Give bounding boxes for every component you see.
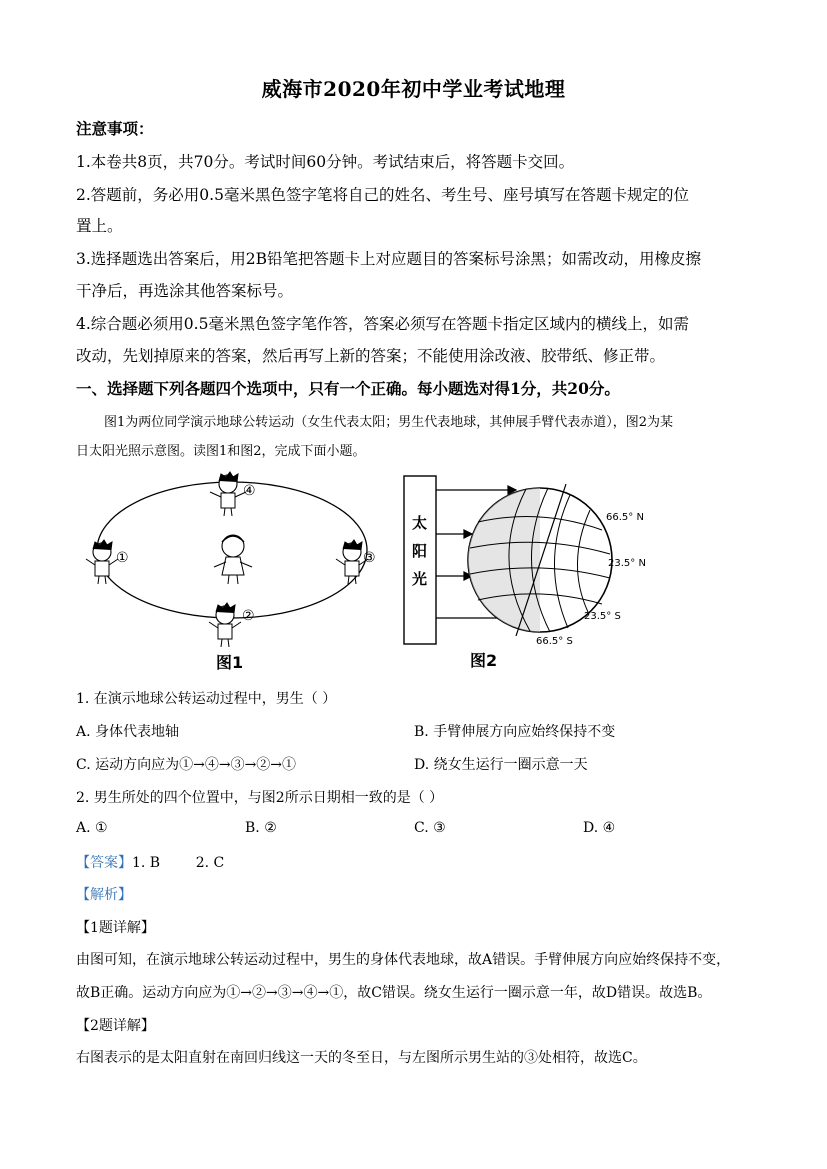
q1-option-c: C. 运动方向应为①→④→③→②→① [76, 757, 297, 773]
notice-item-3-cont: 干净后，再选涂其他答案标号。 [76, 282, 294, 300]
position-label-4: ④ [243, 483, 256, 499]
answer-row [76, 852, 756, 872]
sunlight-char-2: 阳 [412, 542, 428, 560]
answer-label: 【答案】 [76, 855, 132, 871]
boy-position-1 [86, 540, 118, 584]
section-heading: 一、选择题下列各题四个选项中，只有一个正确。每小题选对得1分，共20分。 [76, 379, 620, 398]
q2-option-a: A. ① [76, 820, 108, 836]
sunlight-char-3: 光 [412, 570, 428, 588]
q2-option-d: D. ④ [583, 820, 616, 836]
notice-item-1: 1.本卷共8页，共70分。考试时间60分钟。考试结束后，将答题卡交回。 [76, 153, 575, 171]
notice-item-2-cont: 置上。 [76, 217, 123, 235]
latitude-66n: 66.5° N [606, 512, 644, 523]
latitude-23n: 23.5° N [608, 558, 646, 569]
notice-item-4-cont: 改动，先划掉原来的答案，然后再写上新的答案；不能使用涂改液、胶带纸、修正带。 [76, 347, 666, 365]
notice-item-4: 4.综合题必须用0.5毫米黑色签字笔作答，答案必须写在答题卡指定区域内的横线上，如需 [76, 315, 689, 333]
notice-heading: 注意事项： [76, 119, 154, 138]
page-title: 威海市2020年初中学业考试地理 [261, 77, 566, 101]
position-label-1: ① [116, 550, 129, 566]
boy-position-4 [210, 472, 246, 516]
question-2-stem: 2. 男生所处的四个位置中，与图2所示日期相一致的是（ ） [76, 790, 444, 806]
intro-line-2: 日太阳光照示意图。读图1和图2，完成下面小题。 [76, 444, 366, 459]
q1-option-d: D. 绕女生运行一圈示意一天 [414, 757, 588, 773]
position-label-2: ② [242, 608, 255, 624]
notice-item-2: 2.答题前，务必用0.5毫米黑色签字笔将自己的姓名、考生号、座号填写在答题卡规定的位 [76, 186, 689, 204]
detail-2-label: 【2题详解】 [76, 1018, 155, 1034]
detail-2-line-1: 右图表示的是太阳直射在南回归线这一天的冬至日，与左图所示男生站的③处相符，故选C。 [76, 1050, 647, 1066]
position-label-3: ③ [363, 550, 376, 566]
question-1-stem: 1. 在演示地球公转运动过程中，男生（ ） [76, 691, 337, 707]
figure-1 [80, 470, 390, 675]
q2-option-b: B. ② [245, 820, 277, 836]
detail-1-line-1: 由图可知，在演示地球公转运动过程中，男生的身体代表地球，故A错误。手臂伸展方向应始终保持不变， [76, 952, 731, 968]
latitude-66s: 66.5° S [536, 636, 573, 647]
figure-1-caption: 图1 [216, 653, 244, 672]
boy-position-2 [209, 603, 241, 647]
figure-2-caption: 图2 [470, 651, 498, 670]
latitude-23s: 23.5° S [584, 611, 621, 622]
q2-option-c: C. ③ [414, 820, 446, 836]
detail-1-label: 【1题详解】 [76, 920, 155, 936]
figure-2 [398, 470, 656, 675]
q1-option-a: A. 身体代表地轴 [76, 724, 180, 740]
girl-figure [214, 535, 252, 584]
notice-item-3: 3.选择题选出答案后，用2B铅笔把答题卡上对应题目的答案标号涂黑；如需改动，用橡皮擦 [76, 250, 702, 268]
answer-value: 1. B 2. C [132, 855, 225, 871]
intro-line-1: 图1为两位同学演示地球公转运动（女生代表太阳；男生代表地球，其伸展手臂代表赤道），图2为某 [104, 415, 674, 430]
sunlight-char-1: 太 [412, 514, 428, 532]
q1-option-b: B. 手臂伸展方向应始终保持不变 [414, 724, 616, 740]
detail-1-line-2: 故B正确。运动方向应为①→②→③→④→①，故C错误。绕女生运行一圈示意一年，故D错误。故选B。 [76, 985, 712, 1001]
analysis-label: 【解析】 [76, 887, 132, 903]
